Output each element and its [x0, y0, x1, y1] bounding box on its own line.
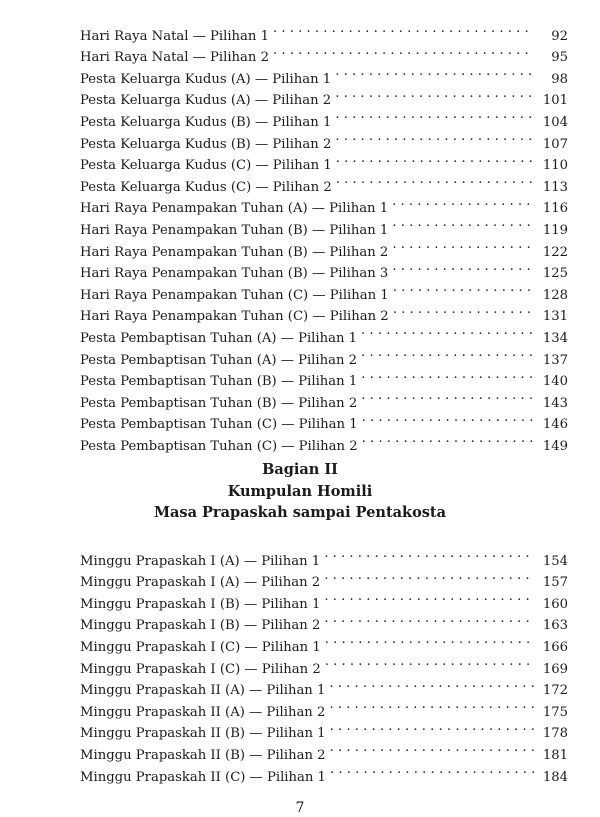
- toc-dot-leader: [325, 651, 534, 673]
- toc-entry-page: 116: [542, 201, 568, 217]
- toc-entry-page: 92: [551, 28, 568, 44]
- toc-entry-page: 146: [542, 417, 568, 433]
- toc-entry-title: Minggu Prapaskah II (C) — Pilihan 1: [80, 769, 326, 785]
- toc-dot-leader: [329, 694, 534, 716]
- toc-dot-leader: [392, 212, 534, 234]
- toc-entry-title: Pesta Pembaptisan Tuhan (A) — Pilihan 2: [80, 352, 358, 368]
- toc-entry-title: Pesta Pembaptisan Tuhan (B) — Pilihan 1: [80, 374, 358, 390]
- toc-entry-page: 95: [551, 50, 568, 66]
- toc-entry-title: Hari Raya Penampakan Tuhan (C) — Pilihan 1: [80, 287, 389, 303]
- toc-dot-leader: [362, 428, 534, 450]
- toc-entry-title: Hari Raya Penampakan Tuhan (B) — Pilihan 3: [80, 266, 389, 282]
- toc-entry-title: Minggu Prapaskah II (B) — Pilihan 2: [80, 747, 326, 763]
- toc-dot-leader: [392, 234, 534, 256]
- toc-entry-page: 125: [542, 266, 568, 282]
- toc-entry-title: Hari Raya Penampakan Tuhan (B) — Pilihan 1: [80, 222, 389, 238]
- toc-dot-leader: [324, 543, 534, 565]
- toc-entry-page: 98: [551, 71, 568, 87]
- toc-dot-leader: [393, 299, 534, 321]
- toc-entry-page: 110: [542, 158, 568, 174]
- toc-dot-leader: [361, 342, 534, 364]
- toc-entry-title: Minggu Prapaskah I (A) — Pilihan 2: [80, 575, 321, 591]
- toc-entry-page: 160: [542, 596, 568, 612]
- toc-dot-leader: [330, 737, 534, 759]
- toc-dot-leader: [335, 83, 534, 105]
- toc-entry-page: 143: [542, 395, 568, 411]
- toc-entry-title: Pesta Pembaptisan Tuhan (B) — Pilihan 2: [80, 395, 358, 411]
- toc-entry-title: Pesta Keluarga Kudus (B) — Pilihan 1: [80, 114, 332, 130]
- toc-dot-leader: [335, 61, 534, 83]
- toc-entry: [80, 543, 568, 569]
- section-part-label: Bagian II: [262, 461, 338, 478]
- toc-entry-title: Pesta Keluarga Kudus (A) — Pilihan 1: [80, 71, 332, 87]
- toc-entry-page: 134: [542, 330, 568, 346]
- toc-dot-leader: [336, 148, 534, 170]
- toc-entry-page: 154: [542, 553, 568, 569]
- toc-dot-leader: [324, 608, 534, 630]
- toc-entry-page: 131: [542, 309, 568, 325]
- toc-dot-leader: [335, 104, 534, 126]
- toc-entry-page: 175: [542, 704, 568, 720]
- section-heading: [0, 459, 600, 524]
- toc-entry-title: Pesta Pembaptisan Tuhan (C) — Pilihan 2: [80, 438, 358, 454]
- toc-entry-page: 113: [542, 179, 568, 195]
- toc-dot-leader: [329, 673, 534, 695]
- toc-entry-title: Minggu Prapaskah I (C) — Pilihan 2: [80, 661, 321, 677]
- toc-entry-page: 119: [542, 222, 568, 238]
- toc-entry-page: 107: [542, 136, 568, 152]
- page-number: 7: [295, 800, 305, 816]
- toc-entry-page: 122: [542, 244, 568, 260]
- toc-dot-leader: [324, 565, 534, 587]
- toc-dot-leader: [273, 40, 534, 62]
- toc-dot-leader: [393, 277, 534, 299]
- toc-entry-title: Minggu Prapaskah II (A) — Pilihan 2: [80, 704, 326, 720]
- toc-dot-leader: [335, 126, 534, 148]
- toc-dot-leader: [273, 18, 534, 40]
- section-title: Kumpulan Homili: [227, 482, 373, 500]
- toc-entry: [80, 18, 568, 44]
- toc-list-part2: [80, 543, 568, 785]
- toc-dot-leader: [361, 364, 534, 386]
- toc-entry-page: 169: [542, 661, 568, 677]
- toc-entry-title: Hari Raya Natal — Pilihan 2: [80, 50, 269, 66]
- toc-dot-leader: [325, 629, 534, 651]
- toc-entry-page: 101: [542, 93, 568, 109]
- toc-dot-leader: [330, 716, 534, 738]
- toc-entry-title: Minggu Prapaskah I (B) — Pilihan 1: [80, 596, 321, 612]
- toc-entry-page: 149: [542, 438, 568, 454]
- toc-list-part1: [80, 18, 568, 454]
- toc-entry-title: Pesta Keluarga Kudus (C) — Pilihan 1: [80, 158, 332, 174]
- toc-entry-page: 140: [542, 374, 568, 390]
- toc-entry-title: Pesta Pembaptisan Tuhan (C) — Pilihan 1: [80, 417, 358, 433]
- toc-entry-page: 184: [542, 769, 568, 785]
- toc-dot-leader: [330, 759, 534, 781]
- toc-entry-title: Minggu Prapaskah I (C) — Pilihan 1: [80, 639, 321, 655]
- toc-dot-leader: [392, 256, 534, 278]
- toc-entry-title: Hari Raya Penampakan Tuhan (A) — Pilihan 1: [80, 201, 389, 217]
- toc-entry-page: 163: [542, 618, 568, 634]
- toc-dot-leader: [361, 385, 534, 407]
- toc-entry-title: Pesta Keluarga Kudus (B) — Pilihan 2: [80, 136, 332, 152]
- toc-entry-page: 137: [542, 352, 568, 368]
- toc-dot-leader: [392, 191, 534, 213]
- toc-entry-title: Hari Raya Penampakan Tuhan (C) — Pilihan 2: [80, 309, 389, 325]
- toc-entry-title: Minggu Prapaskah I (B) — Pilihan 2: [80, 618, 321, 634]
- toc-entry-title: Minggu Prapaskah II (A) — Pilihan 1: [80, 683, 326, 699]
- toc-entry-title: Pesta Pembaptisan Tuhan (A) — Pilihan 1: [80, 330, 358, 346]
- toc-entry-page: 104: [542, 114, 568, 130]
- toc-entry-page: 178: [542, 726, 568, 742]
- toc-entry-title: Pesta Keluarga Kudus (C) — Pilihan 2: [80, 179, 332, 195]
- toc-entry-title: Minggu Prapaskah II (B) — Pilihan 1: [80, 726, 326, 742]
- toc-dot-leader: [336, 169, 534, 191]
- toc-entry-title: Hari Raya Natal — Pilihan 1: [80, 28, 269, 44]
- toc-entry-page: 128: [542, 287, 568, 303]
- toc-entry-title: Pesta Keluarga Kudus (A) — Pilihan 2: [80, 93, 332, 109]
- toc-entry-page: 166: [542, 639, 568, 655]
- toc-entry-title: Hari Raya Penampakan Tuhan (B) — Pilihan 2: [80, 244, 389, 260]
- toc-dot-leader: [324, 586, 534, 608]
- section-subtitle: Masa Prapaskah sampai Pentakosta: [153, 504, 447, 521]
- toc-dot-leader: [361, 320, 534, 342]
- toc-dot-leader: [362, 407, 534, 429]
- toc-entry-page: 181: [542, 747, 568, 763]
- toc-entry-page: 157: [542, 575, 568, 591]
- toc-entry-title: Minggu Prapaskah I (A) — Pilihan 1: [80, 553, 321, 569]
- toc-entry-page: 172: [542, 683, 568, 699]
